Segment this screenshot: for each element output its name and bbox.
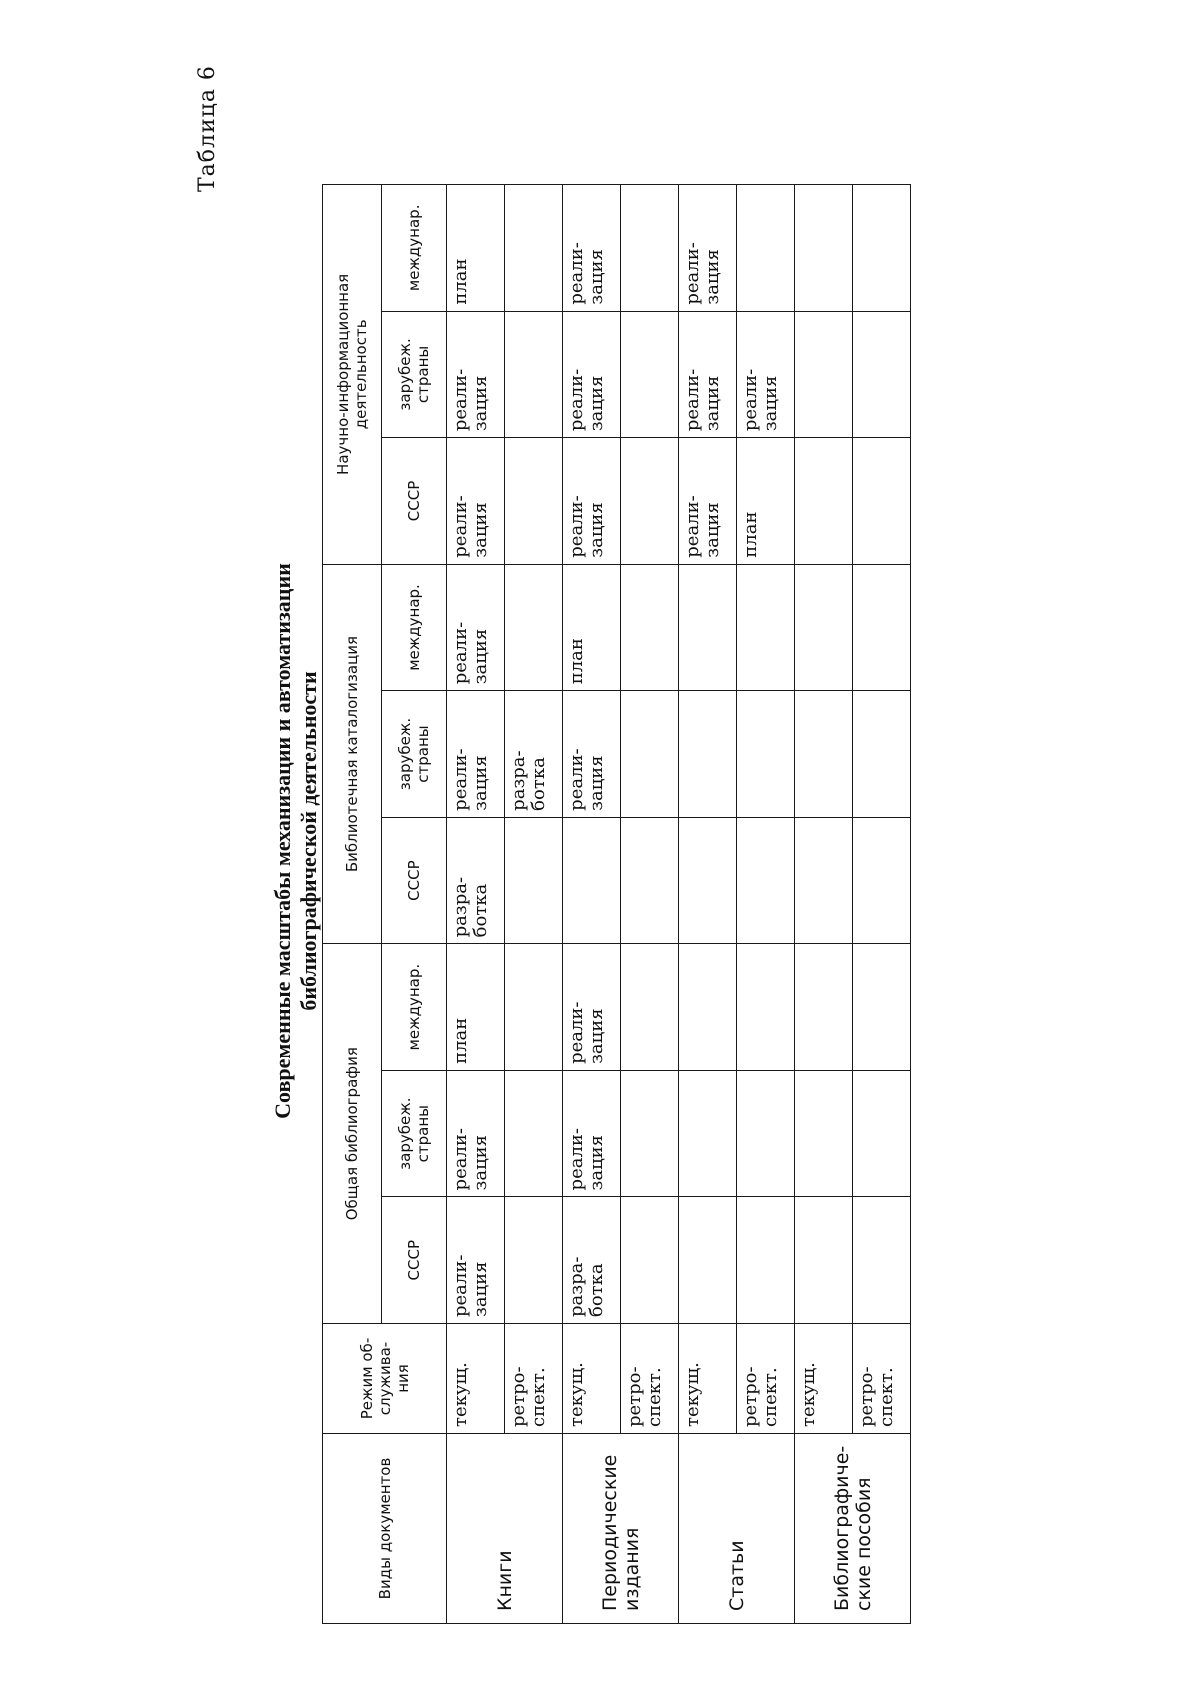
table-row — [853, 185, 911, 1624]
status-cell — [505, 564, 563, 691]
status-cell: реали- зация — [563, 185, 621, 312]
status-cell: разра- ботка — [447, 817, 505, 944]
status-cell — [621, 564, 679, 691]
mode-cell: ретро- спект. — [737, 1324, 795, 1434]
data-table — [322, 184, 911, 1624]
status-cell — [853, 311, 911, 438]
header-sub-foreign: зарубеж. страны — [382, 311, 447, 438]
table-row — [737, 185, 795, 1624]
header-group-general: Общая библиография — [323, 944, 382, 1324]
status-cell — [679, 944, 737, 1071]
mode-cell: текущ. — [679, 1324, 737, 1434]
status-cell — [853, 564, 911, 691]
status-cell — [505, 817, 563, 944]
table-row — [447, 185, 505, 1624]
status-cell — [795, 311, 853, 438]
status-cell — [679, 817, 737, 944]
status-cell: план — [447, 185, 505, 312]
status-cell — [795, 564, 853, 691]
header-doc-types: Виды документов — [323, 1434, 447, 1624]
status-cell — [621, 944, 679, 1071]
table-title: Современные масштабы механизации и автоматизации библиографической деятельности — [270, 563, 321, 1119]
status-cell: реали- зация — [679, 311, 737, 438]
status-cell: реали- зация — [447, 311, 505, 438]
table-row — [679, 185, 737, 1624]
status-cell — [505, 438, 563, 565]
header-group-catalog: Библиотечная каталогизация — [323, 564, 382, 944]
status-cell — [679, 691, 737, 818]
status-cell — [795, 438, 853, 565]
status-cell — [795, 1197, 853, 1324]
mode-cell: текущ. — [447, 1324, 505, 1434]
status-cell — [621, 691, 679, 818]
status-cell: реали- зация — [737, 311, 795, 438]
status-cell — [737, 691, 795, 818]
table-row — [563, 185, 621, 1624]
status-cell: план — [447, 944, 505, 1071]
table-row — [621, 185, 679, 1624]
status-cell: реали- зация — [447, 438, 505, 565]
header-sub-ussr: СССР — [382, 1197, 447, 1324]
status-cell: реали- зация — [447, 1197, 505, 1324]
mode-cell: текущ. — [563, 1324, 621, 1434]
doc-type-cell: Книги — [447, 1434, 563, 1624]
status-cell — [621, 438, 679, 565]
status-cell: разра- ботка — [563, 1197, 621, 1324]
header-sub-intl: междунар. — [382, 944, 447, 1071]
status-cell: реали- зация — [447, 691, 505, 818]
status-cell — [563, 817, 621, 944]
status-cell: реали- зация — [563, 1070, 621, 1197]
status-cell — [795, 1070, 853, 1197]
status-cell — [621, 1197, 679, 1324]
status-cell: план — [737, 438, 795, 565]
status-cell — [621, 817, 679, 944]
status-cell — [853, 691, 911, 818]
status-cell — [679, 564, 737, 691]
status-cell — [737, 1197, 795, 1324]
status-cell: реали- зация — [563, 311, 621, 438]
status-cell — [737, 817, 795, 944]
status-cell — [505, 1197, 563, 1324]
status-cell — [679, 1197, 737, 1324]
status-cell: реали- зация — [679, 438, 737, 565]
mode-cell: текущ. — [795, 1324, 853, 1434]
mode-cell: ретро- спект. — [621, 1324, 679, 1434]
status-cell: реали- зация — [563, 438, 621, 565]
header-sub-ussr: СССР — [382, 438, 447, 565]
status-cell: реали- зация — [679, 185, 737, 312]
status-cell — [621, 311, 679, 438]
status-cell — [505, 944, 563, 1071]
header-sub-intl: междунар. — [382, 185, 447, 312]
status-cell: разра- ботка — [505, 691, 563, 818]
doc-type-cell: Библиографиче- ские пособия — [795, 1434, 911, 1624]
status-cell — [505, 1070, 563, 1197]
doc-type-cell: Периодические издания — [563, 1434, 679, 1624]
header-group-scientific: Научно-информационная деятельность — [323, 185, 382, 565]
status-cell — [737, 1070, 795, 1197]
status-cell — [737, 944, 795, 1071]
status-cell — [679, 1070, 737, 1197]
status-cell — [737, 185, 795, 312]
status-cell: реали- зация — [563, 691, 621, 818]
status-cell — [853, 944, 911, 1071]
status-cell: реали- зация — [563, 944, 621, 1071]
mode-cell: ретро- спект. — [505, 1324, 563, 1434]
header-sub-foreign: зарубеж. страны — [382, 1070, 447, 1197]
status-cell — [795, 817, 853, 944]
header-sub-ussr: СССР — [382, 817, 447, 944]
status-cell — [621, 1070, 679, 1197]
status-cell — [621, 185, 679, 312]
status-cell — [737, 564, 795, 691]
status-cell — [795, 944, 853, 1071]
table-number: Таблица 6 — [195, 65, 220, 192]
status-cell: реали- зация — [447, 1070, 505, 1197]
status-cell — [505, 185, 563, 312]
doc-type-cell: Статьи — [679, 1434, 795, 1624]
status-cell — [853, 185, 911, 312]
table-row — [795, 185, 853, 1624]
header-mode: Режим об- служива- ния — [323, 1324, 447, 1434]
status-cell — [795, 691, 853, 818]
status-cell: план — [563, 564, 621, 691]
header-sub-intl: междунар. — [382, 564, 447, 691]
mode-cell: ретро- спект. — [853, 1324, 911, 1434]
status-cell — [853, 817, 911, 944]
status-cell — [795, 185, 853, 312]
status-cell — [505, 311, 563, 438]
status-cell: реали- зация — [447, 564, 505, 691]
table-row — [505, 185, 563, 1624]
status-cell — [853, 1070, 911, 1197]
status-cell — [853, 1197, 911, 1324]
header-sub-foreign: зарубеж. страны — [382, 691, 447, 818]
status-cell — [853, 438, 911, 565]
